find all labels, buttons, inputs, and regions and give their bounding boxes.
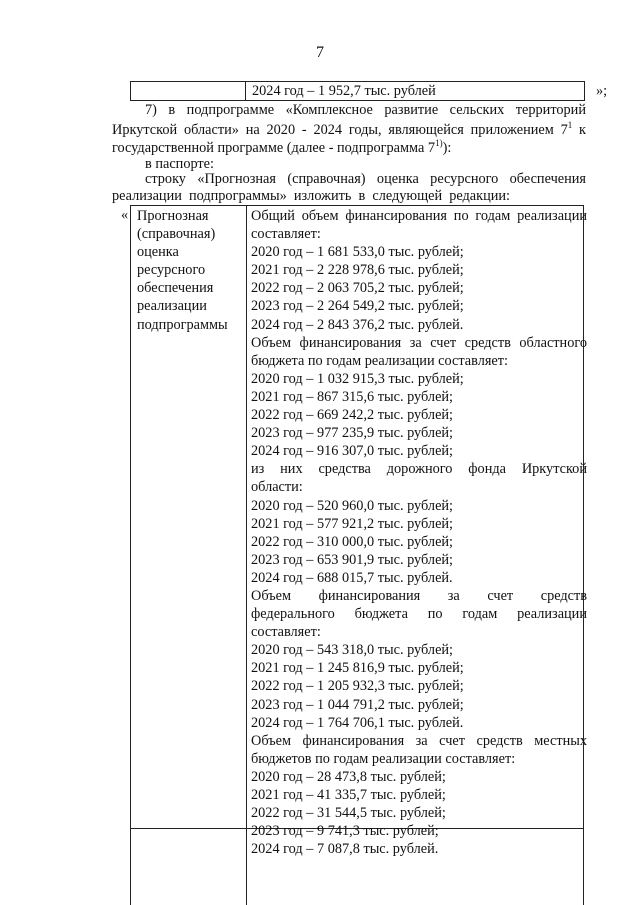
left-cell-line: реализации <box>137 298 207 315</box>
right-cell-line: 2020 год – 543 318,0 тыс. рублей; <box>251 642 454 659</box>
table-column-divider <box>246 206 247 905</box>
opening-quote: « <box>121 207 129 223</box>
right-cell-line: 2021 год – 1 245 816,9 тыс. рублей; <box>251 660 464 677</box>
right-cell-line: 2021 год – 2 228 978,6 тыс. рублей; <box>251 262 464 279</box>
right-cell-line: 2023 год – 1 044 791,2 тыс. рублей; <box>251 696 464 713</box>
right-cell-line: из них средства дорожного фонда Иркутской <box>251 461 587 478</box>
right-cell-line: 2020 год – 520 960,0 тыс. рублей; <box>251 497 454 514</box>
item7-line2-text: Иркутской области» на 2020 - 2024 годы, являющейся приложением 7 <box>112 121 568 138</box>
right-cell-line: 2022 год – 2 063 705,2 тыс. рублей; <box>251 280 464 297</box>
item7-line2 <box>112 120 586 139</box>
right-cell-line: 2020 год – 1 032 915,3 тыс. рублей; <box>251 370 464 387</box>
page-number: 7 <box>316 44 324 61</box>
item7-line3-sup: 1) <box>435 138 443 148</box>
left-cell-line: подпрограммы <box>137 316 228 333</box>
left-cell-line: обеспечения <box>137 280 214 297</box>
right-cell-line: 2022 год – 669 242,2 тыс. рублей; <box>251 407 454 424</box>
right-cell-line: составляет: <box>251 226 321 243</box>
right-cell-line: 2023 год – 2 264 549,2 тыс. рублей; <box>251 298 464 315</box>
item7-line3-tail: ): <box>442 139 452 156</box>
right-cell-line: 2022 год – 31 544,5 тыс. рублей; <box>251 805 446 822</box>
left-cell-line: оценка <box>137 244 179 261</box>
instruction-line2: реализации подпрограммы» изложить в следующей редакции: <box>112 188 510 204</box>
left-cell-line: (справочная) <box>137 226 216 243</box>
previous-table-row <box>130 81 585 101</box>
right-cell-line: 2024 год – 688 015,7 тыс. рублей. <box>251 569 453 586</box>
right-cell-line: 2021 год – 41 335,7 тыс. рублей; <box>251 787 446 803</box>
previous-row-text: 2024 год – 1 952,7 тыс. рублей <box>252 83 436 99</box>
item7-line1: 7) в подпрограмме «Комплексное развитие сельских территорий <box>145 102 586 118</box>
right-cell-line: Объем финансирования за счет средств местных <box>251 732 587 749</box>
table-left-cell <box>137 207 228 334</box>
right-cell-line: составляет: <box>251 624 321 641</box>
item7-line2-tail: к <box>572 121 586 138</box>
table-right-cell <box>251 207 587 858</box>
item7-line3-text: государственной программе (далее - подпрограмма 7 <box>112 139 436 156</box>
right-cell-line: 2024 год – 916 307,0 тыс. рублей; <box>251 443 454 460</box>
right-cell-line: 2020 год – 28 473,8 тыс. рублей; <box>251 768 446 785</box>
in-passport-text: в паспорте: <box>145 156 214 172</box>
right-cell-line: 2023 год – 653 901,9 тыс. рублей; <box>251 551 454 568</box>
right-cell-line: 2021 год – 577 921,2 тыс. рублей; <box>251 515 454 532</box>
instruction-line1: строку «Прогнозная (справочная) оценка ресурсного обеспечения <box>145 171 586 187</box>
right-cell-line: 2024 год – 7 087,8 тыс. рублей. <box>251 841 439 858</box>
item7-line3 <box>112 138 451 157</box>
right-cell-line: 2023 год – 977 235,9 тыс. рублей; <box>251 425 454 442</box>
right-cell-line: 2020 год – 1 681 533,0 тыс. рублей; <box>251 244 464 261</box>
right-cell-line: бюджета по годам реализации составляет: <box>251 352 508 369</box>
right-cell-line: 2022 год – 310 000,0 тыс. рублей; <box>251 533 454 550</box>
right-cell-line: 2023 год – 9 741,3 тыс. рублей; <box>251 823 439 840</box>
right-cell-line: Объем финансирования за счет средств <box>251 587 587 604</box>
right-cell-line: 2022 год – 1 205 932,3 тыс. рублей; <box>251 678 464 695</box>
column-divider <box>245 82 246 100</box>
right-cell-line: 2024 год – 1 764 706,1 тыс. рублей. <box>251 714 464 731</box>
right-cell-line: Общий объем финансирования по годам реализации <box>251 208 587 224</box>
right-cell-line: Объем финансирования за счет средств областного <box>251 334 587 351</box>
left-cell-line: ресурсного <box>137 262 206 279</box>
right-cell-line: 2021 год – 867 315,6 тыс. рублей; <box>251 388 454 405</box>
right-cell-line: бюджетов по годам реализации составляет: <box>251 750 516 767</box>
right-cell-line: федерального бюджета по годам реализации <box>251 606 587 623</box>
left-cell-line: Прогнозная <box>137 208 209 224</box>
right-cell-line: 2024 год – 2 843 376,2 тыс. рублей. <box>251 316 464 333</box>
right-cell-line: области: <box>251 479 303 496</box>
item7-line2-sup: 1 <box>567 120 573 130</box>
closing-quote: »; <box>596 83 608 99</box>
